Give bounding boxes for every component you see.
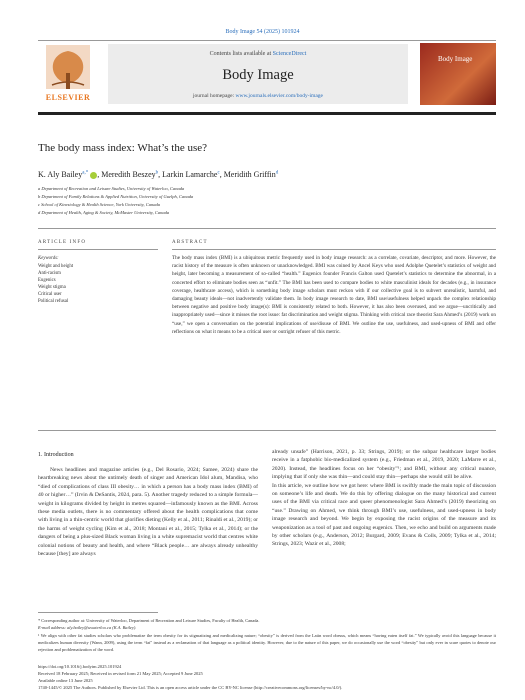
- section-heading-introduction: 1. Introduction: [38, 452, 74, 458]
- keyword: Political refusal: [38, 299, 69, 304]
- homepage-prefix: journal homepage:: [193, 93, 236, 99]
- article-info-heading: ARTICLE INFO: [38, 240, 87, 245]
- homepage-link[interactable]: www.journals.elsevier.com/body-image: [235, 93, 323, 99]
- author-affiliation-marker[interactable]: a,*: [82, 170, 89, 176]
- top-divider: [38, 40, 496, 41]
- journal-reference[interactable]: Body Image 54 (2025) 101924: [225, 29, 300, 35]
- article-info-rule: [38, 249, 158, 250]
- journal-name: Body Image: [222, 67, 294, 83]
- keywords-label: Keywords:: [38, 256, 59, 261]
- author-name[interactable]: K. Aly Bailey: [38, 170, 83, 179]
- author-affiliation-marker[interactable]: c: [217, 170, 220, 176]
- affiliation: d Department of Health, Aging & Society, McMaster University, Canada: [38, 210, 170, 215]
- doi-link[interactable]: https://doi.org/10.1016/j.bodyim.2025.101924: [38, 664, 122, 669]
- keyword: Critical user: [38, 292, 62, 297]
- affiliation: a Department of Recreation and Leisure Studies, University of Waterloo, Canada: [38, 186, 185, 191]
- author-affiliation-marker[interactable]: d: [275, 170, 279, 176]
- keyword: Weight stigma: [38, 285, 66, 290]
- contents-line: [108, 51, 408, 57]
- intro-column-right: already unsafe” (Harrison, 2021, p. 33; Strings, 2019); or the subpar healthcare larger bodies receive in a fatphobic bio-medicalized system (e.g., Friedman et al., 2019, 2020; LaMarre et al., 2020). Instead, the headlines focus on her “obesity”¹; and BMI, without any critical nuance, implying that if only she was thin—and could stay thin—perhaps she would still be alive. In this article, we outline how we got here: where BMI is swiftly made the main topic of discussion on someone’s life and death. We do this by offering dialogue on the many historical and current uses of the BMI via critical race and queer phenomenologist Sara Ahmed’s (2019) theorizing on “use.” Drawing on Ahmed, we think through BMI’s use, usefulness, and used-upness in body image research and beyond. We begin by exposing the racist origins of the measure and its weaponization as a tool of past and ongoing eugenics. Then, we echo and build on arguments made by other scholars (e.g., Anderson, 2012; Burgard, 2009; Evans & Colls, 2009; Tylka et al., 2014; Strings, 2023; Wazir et al., 2008;: [272, 449, 496, 548]
- cover-title: Body Image: [438, 55, 473, 63]
- sciencedirect-link[interactable]: ScienceDirect: [272, 51, 307, 57]
- license-note: 1740-1445/© 2025 The Authors. Published by Elsevier Ltd. This is an open access article under the CC BY-NC license (http://creativecommons.org/licenses/by-nc/4.0/).: [38, 685, 343, 690]
- available-online: Available online 13 June 2025: [38, 678, 93, 683]
- abstract-text: The body mass index (BMI) is a ubiquitous metric frequently used in body image research: as a correlate, covariate, descriptor, and more. However, the racist history of the measure is often unknown or unacknowledged. BMI was coined by Ancel Keys who used Adolphe Quetelet’s statistics of weight and height, later becoming a measurement of so-called “health.” Eugenics founder Francis Galton used Quetelet’s statistics to determine the abnormal, in a concerted effort to eliminate bodies seen as “unfit.” The BMI has been used to compare bodies to white masculinist ideals for decades (e.g., in insurance coverage, healthcare access), which is something body image scholars must reckon with if our collective goal is to subvert unrealistic, harmful, and damaging beauty ideals—not inadvertently validate them. In body image research to date, BMI use/usefulness helped unpack the complex relationship between negative and positive body image(s): BMI is consistently related to both. However, it has also been overused, and we argue—uncritically and inappropriately used—since it misses the root issue: fat discrimination and weight stigma. Thinking with critical race theorist Sara Ahmed’s (2019) work on “use,” we open a conversation on the potential implications of use/disuse of BMI. We outline the use, usefulness, and used-upness of BMI and offer reflections on what it means to be a critical user or outright refuser of this metric.: [172, 255, 496, 335]
- abstract-heading: ABSTRACT: [172, 240, 208, 245]
- footnote-rule: [38, 612, 158, 613]
- keyword: Weight and height: [38, 264, 74, 269]
- journal-cover-image: [420, 43, 496, 105]
- affiliation: b Department of Family Relations & Applied Nutrition, University of Guelph, Canada: [38, 194, 194, 199]
- elsevier-wordmark: ELSEVIER: [45, 93, 91, 102]
- author-name[interactable]: Meridith Griffin: [223, 170, 276, 179]
- keyword: Anti-racism: [38, 271, 61, 276]
- author-name[interactable]: Meredith Beszey: [101, 170, 156, 179]
- orcid-icon[interactable]: [90, 172, 97, 179]
- received-dates: Received 18 February 2025; Received in revised form 21 May 2025; Accepted 9 June 2025: [38, 671, 203, 676]
- abstract-rule: [172, 249, 496, 250]
- abstract-divider: [38, 430, 496, 431]
- homepage-line: [108, 93, 408, 99]
- article-title: The body mass index: What’s the use?: [38, 142, 208, 154]
- intro-column-left: News headlines and magazine articles (e.g., Del Rosario, 2024; Samee, 2024) share the heartbreaking news about the untimely death of singer and American Idol alum, Mandisa, who “died of complications of class III obesity… in which a person has a body mass index (BMI) of 40 or higher…” (Irvin & DeSantis, 2024, para. 5). Another tragedy reduced to a simple formula—weight in kilograms divided by height in metres squared—infamously known as the BMI. Across these media outlets, there is no commentary offered about the health complications that come with living in a thin-centric world that glorifies dieting (Kelly et al., 2011; Rinaldi et al., 2019); or the harms of weight cycling (Kim et al., 2018; Montani et al., 2015; Tylka et al., 2014); or the dangers of being a plus-sized Black woman living in a white supremacist world that centres white colonial notions of beauty and health, and where “Black people… are always already unhealthy because [they] are always: [38, 467, 258, 558]
- affiliation: c School of Kinesiology & Health Science, York University, Canada: [38, 202, 160, 207]
- keyword: Eugenics: [38, 278, 56, 283]
- footnote-1: ¹ We align with other fat studies scholars who problematize the term obesity for its stigmatizing and medicalizing nature; “obesity” is derived from the Latin word obesus, which means “having eaten itself fat.” We typically avoid this language because it medicalizes human diversity (Wann, 2009), using the term “fat” instead as a reclamation of that language as a political identity. However, due to the nature of this paper, we do occasionally use the word “obesity” but only ever in scare quotes to denote our rejection and problematization of the word.: [38, 633, 496, 652]
- author-list: K. Aly Bailey$^{a,*}$ , Meredith Beszey$^b$, Larkin Lamarche$^c$, Meridith Griffin$^d$: [38, 170, 279, 179]
- corresponding-author-note: * Corresponding author at: University of Waterloo, Department of Recreation and Leisure Studies, Faculty of Health, Canada.: [38, 618, 260, 623]
- email-note[interactable]: E-mail address: aly.bailey@uwaterloo.ca (K.A. Bailey).: [38, 625, 137, 630]
- contents-prefix: Contents lists available at: [209, 51, 273, 57]
- affiliation-divider: [38, 228, 496, 229]
- header-rule: [38, 112, 496, 115]
- author-name[interactable]: Larkin Lamarche: [162, 170, 218, 179]
- author-affiliation-marker[interactable]: b: [155, 170, 159, 176]
